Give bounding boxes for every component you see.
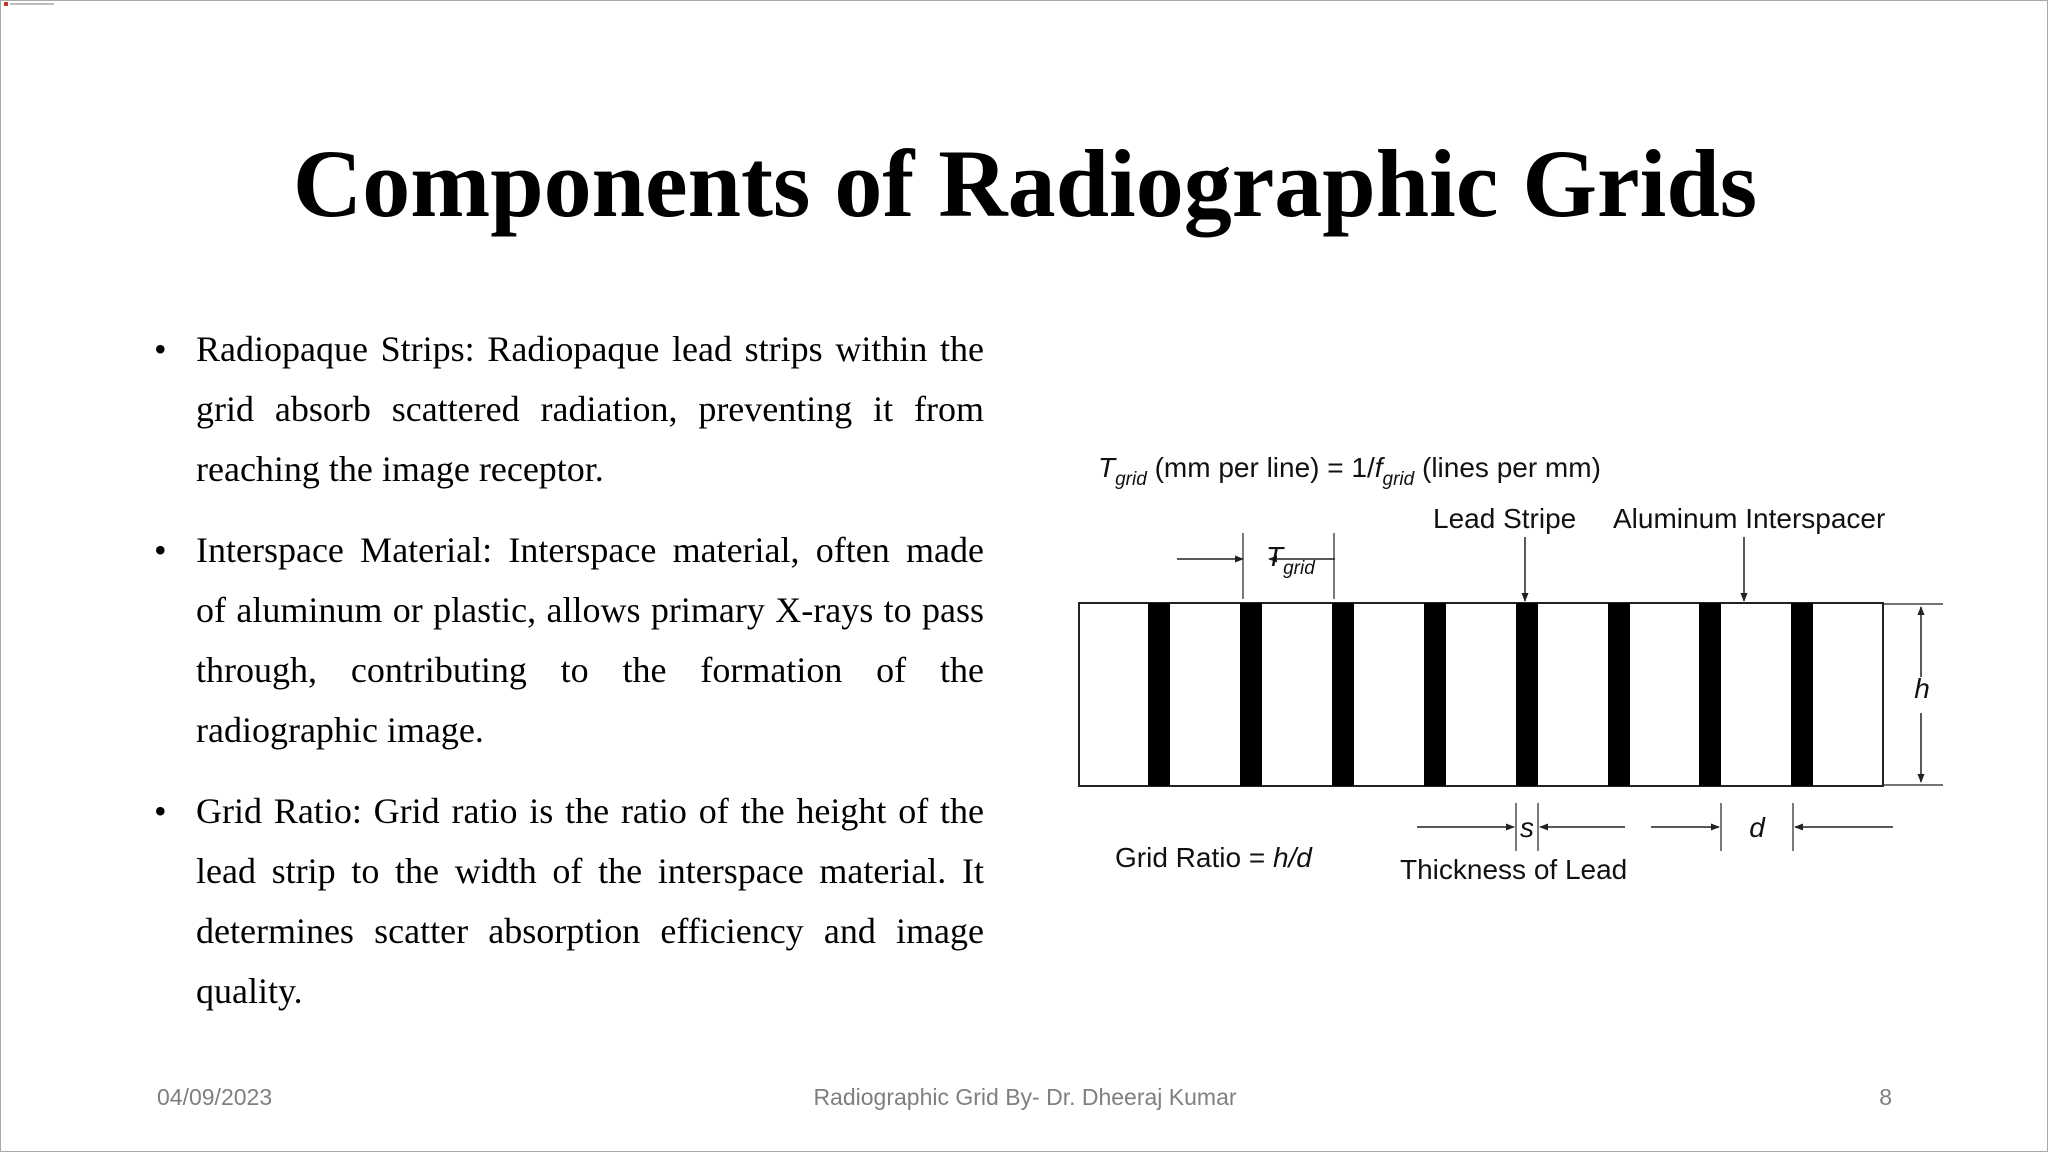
bullet-text: Interspace Material: Interspace material, often made of aluminum or plastic, allows primary X-rays to pass through, contributing to the formation of the radiographic image. (196, 530, 984, 750)
lead-strip (1148, 603, 1170, 786)
bullet-radiopaque-strips (149, 319, 984, 499)
bullet-dot: • (154, 329, 167, 369)
bullet-grid-ratio (149, 781, 984, 1021)
aluminum-interspacer-label: Aluminum Interspacer (1613, 503, 1886, 534)
lead-stripe-label: Lead Stripe (1433, 503, 1577, 534)
lead-strip (1424, 603, 1446, 786)
lead-strip (1332, 603, 1354, 786)
bullet-dot: • (154, 530, 167, 570)
page-number: 8 (1879, 1084, 1892, 1110)
window-thumbnail-icon (4, 2, 56, 7)
tgrid-label: $T_{grid}$ (1266, 541, 1315, 579)
grid-body (1079, 603, 1883, 786)
lead-strip (1608, 603, 1630, 786)
bullet-text: Radiopaque Strips: Radiopaque lead strips within the grid absorb scattered radiation, preventing it from reaching the image receptor. (196, 329, 984, 489)
d-label: d (1749, 812, 1765, 843)
thickness-of-lead-label: Thickness of Lead (1400, 854, 1628, 885)
lead-strip (1516, 603, 1538, 786)
bullet-list (149, 319, 984, 1042)
bullet-interspace-material (149, 520, 984, 760)
lead-strip (1791, 603, 1813, 786)
bullet-text: Grid Ratio: Grid ratio is the ratio of the height of the lead strip to the width of the interspace material. It determines scatter absorption efficiency and image quality. (196, 791, 984, 1011)
footer-title: Radiographic Grid By- Dr. Dheeraj Kumar (813, 1084, 1237, 1110)
slide-title: Components of Radiographic Grids (292, 130, 1758, 237)
lead-strip (1240, 603, 1262, 786)
footer-date: 04/09/2023 (157, 1084, 273, 1110)
grid-ratio-formula: Grid Ratio = h/d (1115, 842, 1312, 873)
lead-strip (1699, 603, 1721, 786)
tgrid-formula: $T_{grid}$ (mm per line) = $1/f_{grid}$ (lines per mm) (1098, 452, 1601, 490)
bullet-dot: • (154, 791, 167, 831)
grid-diagram (1051, 431, 1951, 901)
height-label: h (1914, 673, 1930, 704)
s-label: s (1520, 812, 1534, 843)
